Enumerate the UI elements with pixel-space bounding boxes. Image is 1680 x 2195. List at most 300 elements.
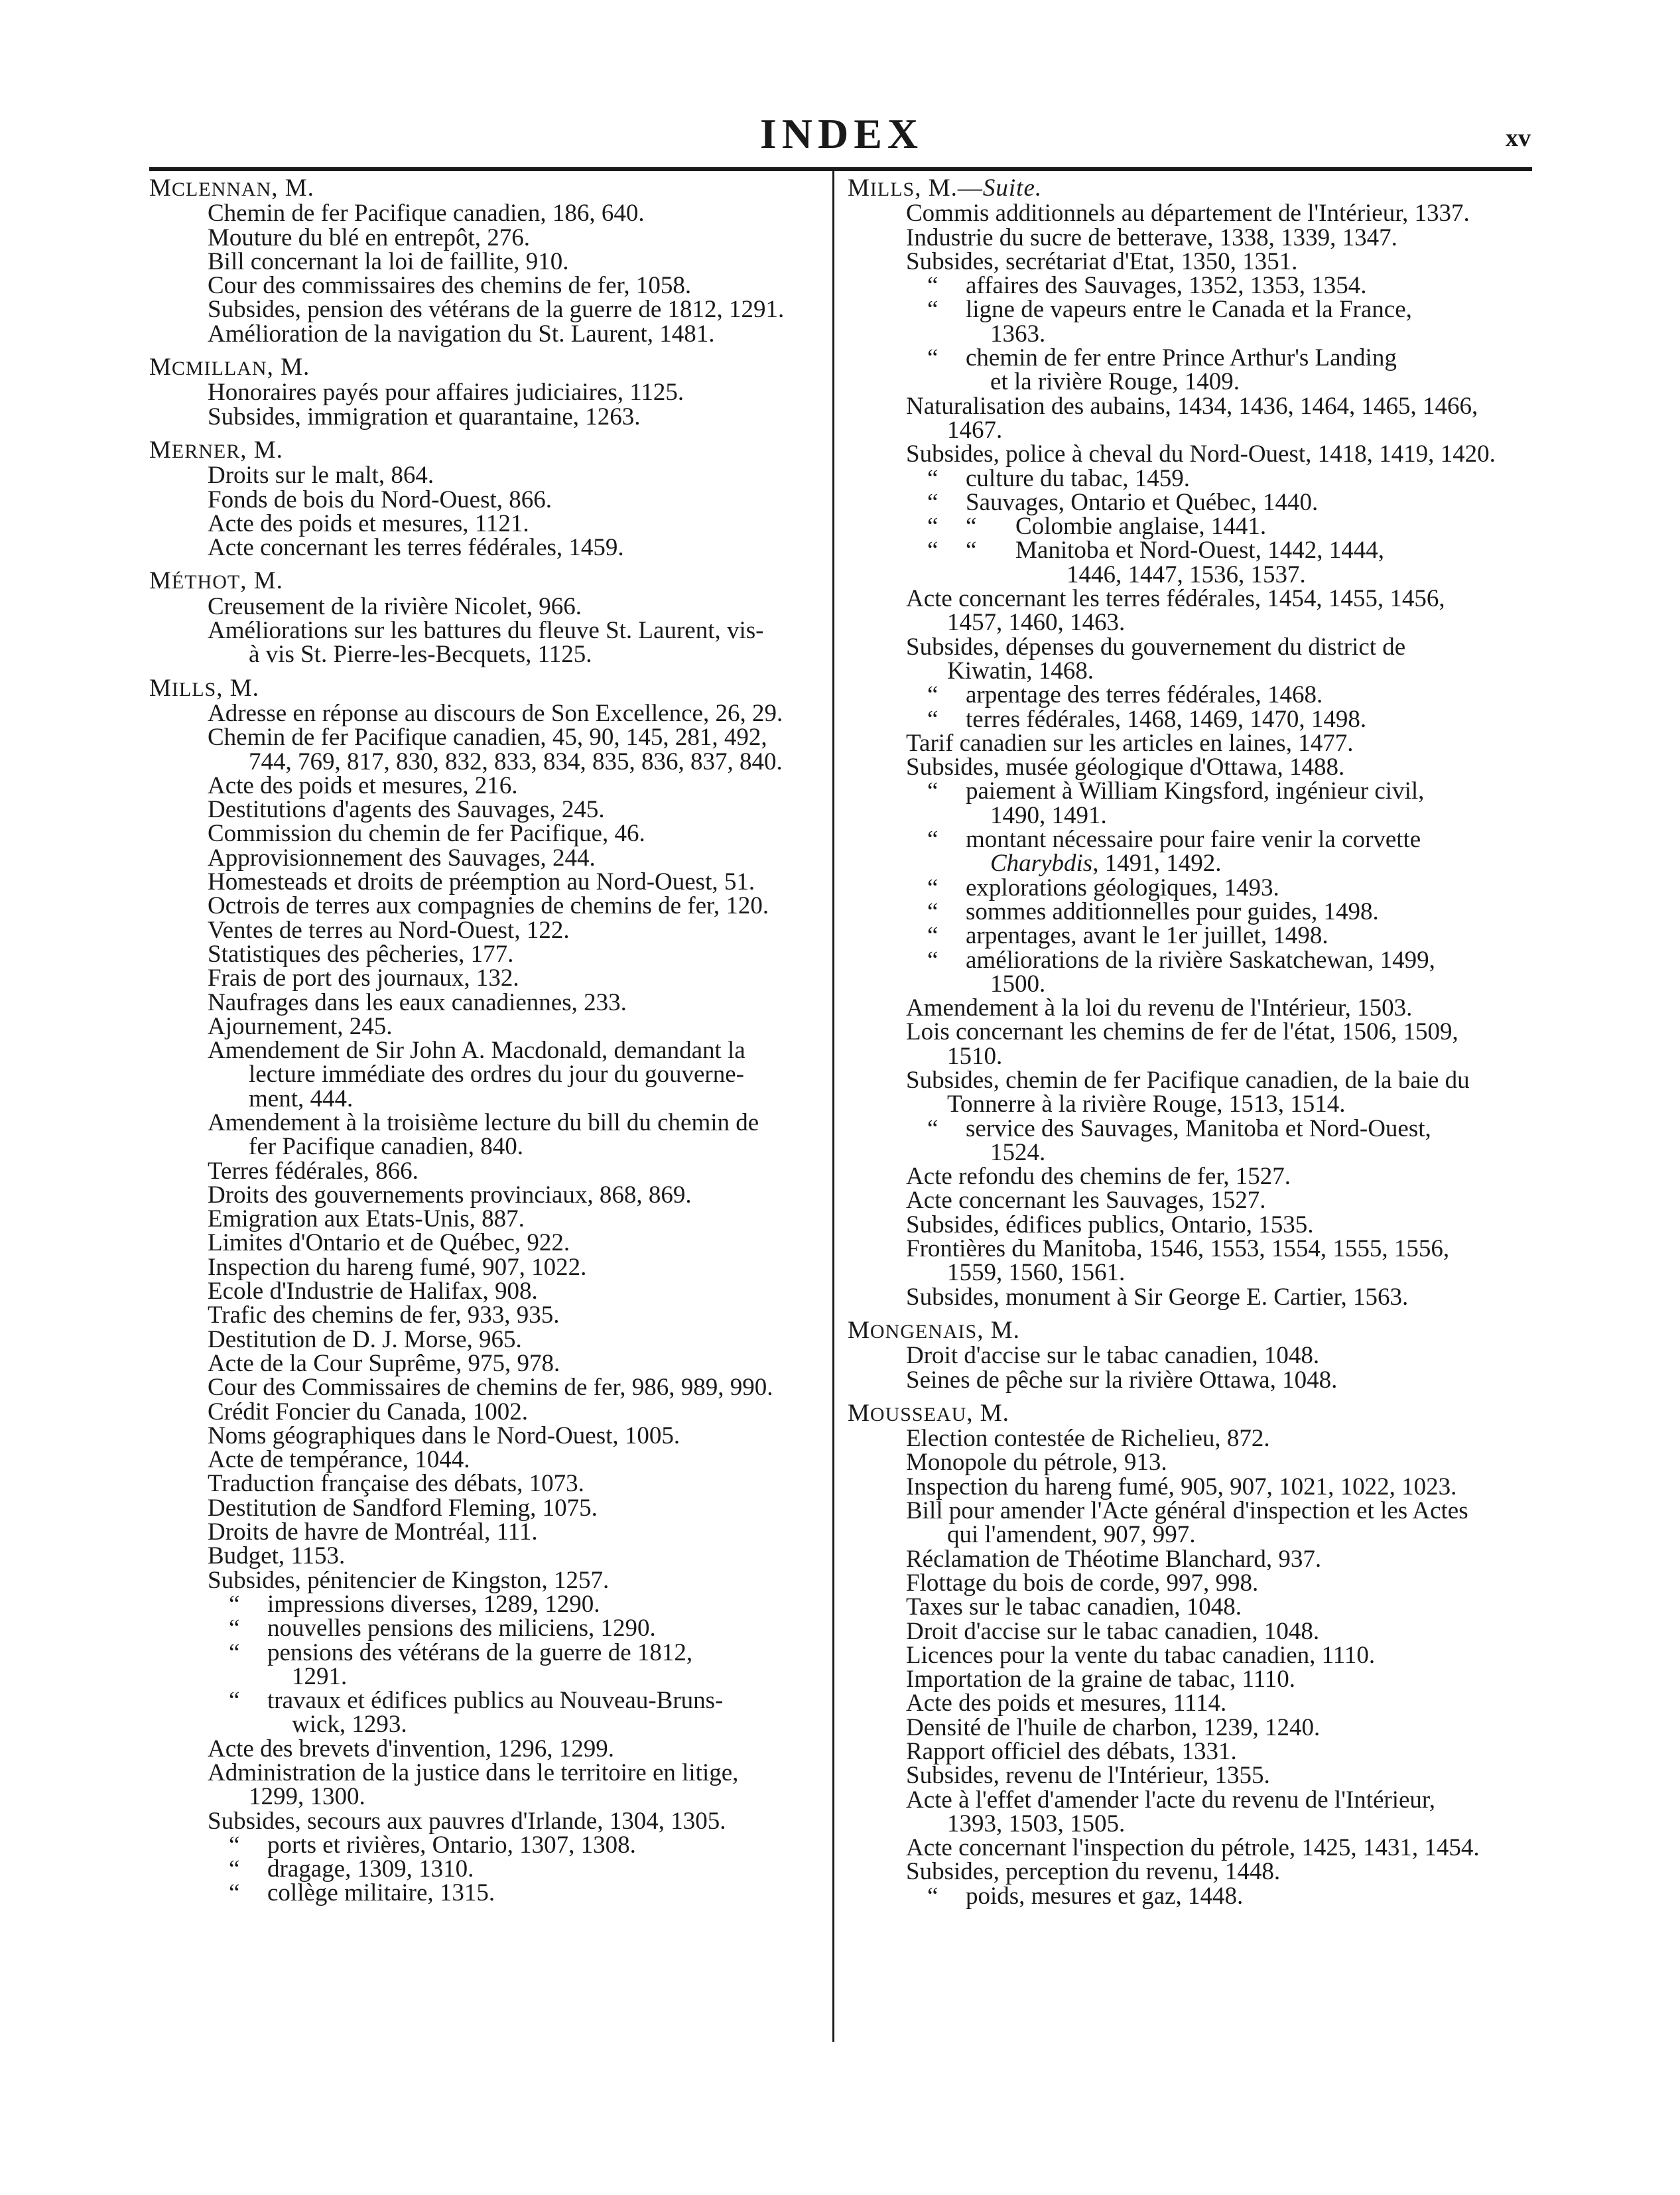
- entry-line: [149, 1157, 819, 1185]
- entry-line-text: 1490, 1491.: [990, 801, 1107, 829]
- entry-line-text: Sauvages, Ontario et Québec, 1440.: [966, 488, 1319, 516]
- entry-name-rest: ILLS: [870, 178, 915, 200]
- entry-line: [848, 1114, 1532, 1142]
- entry-line: [149, 1325, 819, 1353]
- entry-line-text: Subsides, édifices publics, Ontario, 1535.: [906, 1211, 1314, 1238]
- entry-line: [149, 916, 819, 944]
- entry-suite: Suite.: [982, 174, 1043, 202]
- entry-line: [848, 1261, 1532, 1285]
- entry-line-text: Commis additionnels au département de l'Intérieur, 1337.: [906, 200, 1470, 228]
- entry-name-suffix: , M.: [240, 567, 283, 595]
- entry-line: [149, 870, 819, 894]
- page-title: INDEX: [759, 110, 924, 157]
- ditto-mark: “: [229, 1638, 240, 1666]
- entry-line-text: Acte des poids et mesures, 216.: [208, 771, 518, 799]
- entry-line: [149, 1638, 819, 1666]
- entry-heading: [149, 674, 819, 702]
- entry-line: [848, 1595, 1532, 1619]
- entry-line: [149, 1087, 819, 1111]
- entry-line-text: poids, mesures et gaz, 1448.: [966, 1882, 1244, 1910]
- entry-line: [149, 1424, 819, 1448]
- entry-line-text: Noms géographiques dans le Nord-Ouest, 1005.: [208, 1422, 680, 1449]
- index-entry: [149, 356, 819, 429]
- entry-line: [848, 1368, 1532, 1392]
- entry-line-text: wick, 1293.: [292, 1711, 407, 1739]
- entry-line-text: paiement à William Kingsford, ingénieur civil,: [966, 777, 1425, 805]
- entry-line-text: 1524.: [990, 1138, 1046, 1166]
- entry-line-text: dragage, 1309, 1310.: [267, 1855, 474, 1883]
- entry-heading: [848, 176, 1532, 202]
- entry-line-text: Approvisionnement des Sauvages, 244.: [208, 844, 596, 872]
- ditto-mark: “: [229, 1687, 240, 1715]
- entry-line-text: 1467.: [947, 416, 1003, 444]
- entry-line: [848, 659, 1532, 683]
- entry-line-text: Industrie du sucre de betterave, 1338, 1339, 1347.: [906, 224, 1397, 251]
- entry-line: [848, 488, 1532, 516]
- entry-line: [149, 509, 819, 537]
- entry-line-text: Statistiques des pêcheries, 177.: [208, 940, 514, 968]
- entry-line-text: montant nécessaire pour faire venir la corvette: [966, 826, 1421, 854]
- entry-line: [149, 1833, 819, 1857]
- entry-line-text: arpentages, avant le 1er juillet, 1498.: [966, 922, 1328, 950]
- ditto-mark: “: [229, 1879, 240, 1907]
- entry-line: [848, 587, 1532, 611]
- entry-line: [149, 1448, 819, 1472]
- entry-name-suffix: , M.: [977, 1316, 1020, 1344]
- entry-line: [149, 726, 819, 750]
- entry-name-suffix: , M.: [267, 354, 310, 381]
- index-entry: [848, 1316, 1532, 1394]
- index-entry: [848, 176, 1532, 1309]
- entry-line-text: Subsides, musée géologique d'Ottawa, 1488.: [906, 754, 1345, 781]
- entry-name-suffix: , M.: [216, 674, 259, 702]
- entry-line-text: Subsides, chemin de fer Pacifique canadien, de la baie du: [906, 1066, 1470, 1094]
- entry-line-text: 744, 769, 817, 830, 832, 833, 834, 835, 836, 837, 840.: [249, 748, 783, 775]
- entry-line-text: Administration de la justice dans le territoire en litige,: [208, 1759, 739, 1786]
- ditto-mark: “: [966, 537, 977, 565]
- entry-line: [848, 1641, 1532, 1669]
- entry-line-text: Acte de la Cour Suprême, 975, 978.: [208, 1349, 560, 1377]
- entry-line-text: Tonnerre à la rivière Rouge, 1513, 1514.: [947, 1091, 1346, 1118]
- entry-line-text: Droits sur le malt, 864.: [208, 462, 434, 490]
- entry-line: [848, 828, 1532, 852]
- entry-line-text: chemin de fer entre Prince Arthur's Landing: [966, 344, 1397, 372]
- entry-line: [848, 1283, 1532, 1311]
- index-entry: [149, 569, 819, 667]
- entry-line-text: Commission du chemin de fer Pacifique, 46.: [208, 820, 645, 848]
- entry-line: [848, 1788, 1532, 1812]
- entry-line: [848, 322, 1532, 346]
- entry-line: [149, 1494, 819, 1522]
- entry-line-text: culture du tabac, 1459.: [966, 464, 1191, 492]
- entry-line: [848, 1713, 1532, 1741]
- entry-line-text: Kiwatin, 1468.: [947, 657, 1094, 685]
- index-entry: [149, 674, 819, 1907]
- left-column: [149, 176, 819, 1915]
- entry-line: [149, 202, 819, 226]
- entry-line: [149, 1108, 819, 1136]
- ditto-mark: “: [229, 1615, 240, 1642]
- entry-line-text: Droit d'accise sur le tabac canadien, 1048.: [906, 1342, 1320, 1370]
- entry-line-text: nouvelles pensions des miliciens, 1290.: [267, 1615, 656, 1642]
- entry-line-text: Cour des commissaires des chemins de fer, 1058.: [208, 272, 692, 300]
- entry-line: [848, 1764, 1532, 1788]
- entry-line: [848, 611, 1532, 635]
- index-entry: [149, 438, 819, 560]
- entry-heading: [149, 356, 819, 381]
- ditto-mark: “: [966, 513, 977, 541]
- entry-line: [149, 1713, 819, 1737]
- entry-line: [149, 894, 819, 918]
- entry-line-text: 1457, 1460, 1463.: [947, 609, 1126, 637]
- entry-line: [848, 1740, 1532, 1764]
- entry-line-text: Seines de pêche sur la rivière Ottawa, 1048.: [906, 1366, 1338, 1394]
- ditto-mark: “: [927, 826, 938, 854]
- entry-line-text: Naufrages dans les eaux canadiennes, 233.: [208, 988, 627, 1016]
- entry-line: [149, 247, 819, 275]
- entry-line-text: Ecole d'Industrie de Halifax, 908.: [208, 1278, 538, 1305]
- entry-line: [848, 1451, 1532, 1475]
- entry-line: [848, 274, 1532, 298]
- entry-line-text: Limites d'Ontario et de Québec, 922.: [208, 1229, 570, 1257]
- entry-line: [149, 1785, 819, 1809]
- entry-line: [149, 966, 819, 990]
- entry-line: [848, 635, 1532, 659]
- entry-line: [848, 900, 1532, 924]
- entry-line: [848, 876, 1532, 900]
- entry-line-text: Subsides, dépenses du gouvernement du district de: [906, 633, 1406, 661]
- entry-line-text: Budget, 1153.: [208, 1542, 346, 1570]
- entry-line: [848, 1066, 1532, 1094]
- entry-line-text: améliorations de la rivière Saskatchewan, 1499,: [966, 946, 1435, 974]
- entry-line: [149, 846, 819, 870]
- entry-line: [848, 1093, 1532, 1116]
- entry-line: [848, 946, 1532, 974]
- entry-line: [149, 1881, 819, 1905]
- entry-line: [848, 1042, 1532, 1070]
- entry-line: [848, 464, 1532, 492]
- entry-line: [848, 1812, 1532, 1836]
- entry-line: [149, 298, 819, 322]
- entry-name-initial: M: [848, 1399, 870, 1427]
- ditto-mark: “: [927, 272, 938, 300]
- entry-line: [848, 1860, 1532, 1884]
- entry-line-text: Acte refondu des chemins de fer, 1527.: [906, 1163, 1291, 1191]
- entry-line: [848, 515, 1532, 539]
- page-number: xv: [1506, 124, 1531, 152]
- entry-line-text: 1559, 1560, 1561.: [947, 1259, 1126, 1287]
- ditto-mark: “: [927, 946, 938, 974]
- entry-line: [848, 1475, 1532, 1499]
- entry-line: [848, 1165, 1532, 1189]
- entry-line: [149, 1349, 819, 1377]
- entry-line: [149, 822, 819, 846]
- entry-line-text: Subsides, pension des vétérans de la guerre de 1812, 1291.: [208, 296, 785, 324]
- entry-line-text: Creusement de la rivière Nicolet, 966.: [208, 592, 582, 620]
- entry-line: [848, 756, 1532, 779]
- entry-line: [848, 370, 1532, 394]
- entry-line-text: Acte à l'effet d'amender l'acte du revenu de l'Intérieur,: [906, 1786, 1436, 1814]
- index-entry: [848, 1399, 1532, 1910]
- entry-line-text: Taxes sur le tabac canadien, 1048.: [906, 1593, 1242, 1621]
- entry-line: [149, 1544, 819, 1568]
- entry-line-text: pensions des vétérans de la guerre de 1812,: [267, 1638, 693, 1666]
- entry-line-text: Destitutions d'agents des Sauvages, 245.: [208, 796, 605, 824]
- entry-line: [848, 202, 1532, 226]
- entry-line-text: Réclamation de Théotime Blanchard, 937.: [906, 1545, 1322, 1573]
- entry-line: [149, 1472, 819, 1496]
- entry-line-text: Trafic des chemins de fer, 933, 935.: [208, 1301, 560, 1329]
- entry-line-text: arpentage des terres fédérales, 1468.: [966, 681, 1323, 709]
- entry-line: [149, 1376, 819, 1400]
- entry-line: [848, 779, 1532, 803]
- entry-line: [848, 1668, 1532, 1692]
- entry-line-text: Acte concernant l'inspection du pétrole, 1425, 1431, 1454.: [906, 1834, 1480, 1862]
- entry-line: [848, 416, 1532, 444]
- right-column: [848, 176, 1532, 1918]
- entry-line: [848, 1237, 1532, 1261]
- entry-line-text: Frais de port des journaux, 132.: [208, 964, 519, 992]
- entry-line: [149, 1063, 819, 1087]
- ditto-mark: “: [927, 296, 938, 324]
- ditto-mark: “: [927, 537, 938, 565]
- entry-line: [149, 1280, 819, 1303]
- ditto-mark: “: [927, 344, 938, 372]
- entry-line-text: collège militaire, 1315.: [267, 1879, 495, 1907]
- entry-line-text: Acte des poids et mesures, 1121.: [208, 509, 529, 537]
- ditto-mark: “: [927, 513, 938, 541]
- entry-line-text: Fonds de bois du Nord-Ouest, 866.: [208, 486, 552, 513]
- entry-name-suffix: , M.: [966, 1399, 1009, 1427]
- entry-line: [149, 488, 819, 512]
- entry-line-text: lecture immédiate des ordres du jour du gouverne-: [249, 1061, 744, 1089]
- entry-line-text: Bill concernant la loi de faillite, 910.: [208, 247, 569, 275]
- entry-name-initial: M: [848, 1316, 870, 1344]
- entry-line: [848, 852, 1532, 876]
- entry-line-text: Droits des gouvernements provinciaux, 868, 869.: [208, 1181, 692, 1209]
- entry-line: [848, 705, 1532, 733]
- ditto-mark: “: [229, 1831, 240, 1859]
- entry-line: [848, 1499, 1532, 1523]
- entry-line-text: Acte des brevets d'invention, 1296, 1299.: [208, 1735, 614, 1763]
- entry-line-text: impressions diverses, 1289, 1290.: [267, 1590, 600, 1618]
- entry-line: [149, 381, 819, 405]
- entry-name-rest: OUSSEAU: [870, 1403, 967, 1426]
- entry-line-text: Subsides, secours aux pauvres d'Irlande, 1304, 1305.: [208, 1807, 726, 1835]
- entry-line: [149, 1135, 819, 1159]
- entry-line: [149, 1231, 819, 1255]
- entry-line: [149, 1566, 819, 1594]
- entry-line: [848, 924, 1532, 948]
- entry-name-rest: CLENNAN: [171, 178, 272, 200]
- ditto-mark: “: [927, 1882, 938, 1910]
- entry-line: [149, 1761, 819, 1785]
- entry-line-text: 1500.: [990, 970, 1046, 998]
- entry-line-text: Droits de havre de Montréal, 111.: [208, 1518, 538, 1546]
- entry-line-text: Bill pour amender l'Acte général d'inspection et les Actes: [906, 1497, 1468, 1525]
- entry-line-text: Acte concernant les terres fédérales, 1459.: [208, 534, 624, 562]
- entry-line: [848, 392, 1532, 420]
- entry-line-text: Droit d'accise sur le tabac canadien, 1048.: [906, 1617, 1320, 1645]
- entry-line: [149, 1253, 819, 1281]
- entry-line: [848, 1545, 1532, 1573]
- entry-line-text: à vis St. Pierre-les-Becquets, 1125.: [249, 641, 592, 669]
- ditto-mark: “: [927, 777, 938, 805]
- entry-line-text: ligne de vapeurs entre le Canada et la France,: [966, 296, 1412, 324]
- entry-line-text: Monopole du pétrole, 913.: [906, 1449, 1167, 1477]
- entry-line-text: et la rivière Rouge, 1409.: [990, 368, 1240, 396]
- entry-line: [848, 298, 1532, 322]
- entry-line-text: Subsides, secrétariat d'Etat, 1350, 1351.: [906, 247, 1298, 275]
- entry-line-text: Charybdis, 1491, 1492.: [990, 850, 1222, 878]
- entry-line-text: Destitution de Sandford Fleming, 1075.: [208, 1494, 598, 1522]
- entry-line: [149, 699, 819, 727]
- entry-line-text: Manitoba et Nord-Ouest, 1442, 1444,: [1015, 537, 1384, 565]
- entry-line: [149, 1400, 819, 1424]
- entry-line: [149, 1590, 819, 1618]
- entry-line-text: Traduction française des débats, 1073.: [208, 1470, 584, 1498]
- entry-line: [848, 226, 1532, 250]
- entry-name-suffix: , M.—: [915, 174, 983, 202]
- entry-line-text: Ajournement, 245.: [208, 1012, 393, 1040]
- entry-line: [848, 563, 1532, 587]
- entry-line: [848, 1213, 1532, 1237]
- entry-line-text: Adresse en réponse au discours de Son Excellence, 26, 29.: [208, 699, 783, 727]
- index-entry: [149, 176, 819, 346]
- entry-name-rest: ERNER: [171, 440, 241, 462]
- entry-name-initial: M: [149, 354, 172, 381]
- entry-line-text: affaires des Sauvages, 1352, 1353, 1354.: [966, 272, 1367, 300]
- entry-line-text: Acte concernant les Sauvages, 1527.: [906, 1187, 1266, 1215]
- entry-line-text: Homesteads et droits de préemption au Nord-Ouest, 51.: [208, 868, 755, 896]
- entry-line-text: Terres fédérales, 866.: [208, 1157, 419, 1185]
- entry-name-rest: CMILLAN: [171, 358, 267, 380]
- entry-line: [149, 1039, 819, 1063]
- entry-line: [149, 940, 819, 968]
- entry-line: [149, 536, 819, 560]
- entry-line-text: Subsides, immigration et quarantaine, 1263.: [208, 403, 641, 431]
- header-rule: [149, 167, 1532, 171]
- entry-line-text: Subsides, monument à Sir George E. Cartier, 1563.: [906, 1283, 1409, 1311]
- entry-line-text: Mouture du blé en entrepôt, 276.: [208, 224, 531, 251]
- entry-line-text: ment, 444.: [249, 1085, 354, 1112]
- entry-line-text: Emigration aux Etats-Unis, 887.: [208, 1205, 525, 1233]
- entry-name-initial: M: [149, 174, 172, 202]
- entry-heading: [149, 176, 819, 202]
- entry-line-text: Rapport officiel des débats, 1331.: [906, 1738, 1237, 1765]
- ditto-mark: “: [927, 681, 938, 709]
- entry-line-text: Acte de tempérance, 1044.: [208, 1446, 470, 1474]
- entry-line-text: Subsides, perception du revenu, 1448.: [906, 1858, 1281, 1886]
- entry-line: [848, 996, 1532, 1020]
- entry-line: [848, 1427, 1532, 1451]
- entry-line-text: Améliorations sur les battures du fleuve St. Laurent, vis-: [208, 617, 764, 645]
- entry-line-text: Subsides, police à cheval du Nord-Ouest, 1418, 1419, 1420.: [906, 440, 1496, 468]
- entry-line: [149, 750, 819, 774]
- entry-line-text: Cour des Commissaires de chemins de fer, 986, 989, 990.: [208, 1374, 773, 1402]
- entry-line: [848, 1882, 1532, 1910]
- entry-line-text: Licences pour la vente du tabac canadien, 1110.: [906, 1641, 1376, 1669]
- entry-line-text: Crédit Foncier du Canada, 1002.: [208, 1398, 528, 1426]
- entry-line: [149, 1183, 819, 1207]
- entry-line: [848, 1571, 1532, 1595]
- entry-line-text: explorations géologiques, 1493.: [966, 874, 1279, 901]
- ditto-mark: “: [927, 488, 938, 516]
- ditto-mark: “: [927, 922, 938, 950]
- entry-line-text: Inspection du hareng fumé, 905, 907, 1021, 1022, 1023.: [906, 1473, 1457, 1500]
- entry-line-text: Frontières du Manitoba, 1546, 1553, 1554, 1555, 1556,: [906, 1235, 1450, 1263]
- entry-line: [149, 274, 819, 298]
- entry-line: [149, 1617, 819, 1640]
- entry-heading: [848, 1399, 1532, 1427]
- entry-line-text: Colombie anglaise, 1441.: [1015, 513, 1267, 541]
- entry-line: [848, 442, 1532, 466]
- entry-line-text: 1291.: [292, 1662, 348, 1690]
- entry-line-text: Amélioration de la navigation du St. Laurent, 1481.: [208, 320, 715, 348]
- entry-line: [149, 1807, 819, 1835]
- ditto-mark: “: [927, 464, 938, 492]
- entry-line-text: Acte concernant les terres fédérales, 1454, 1455, 1456,: [906, 585, 1445, 613]
- entry-line-text: 1299, 1300.: [249, 1783, 365, 1811]
- ditto-mark: “: [927, 898, 938, 925]
- entry-line-text: Destitution de D. J. Morse, 965.: [208, 1325, 522, 1353]
- entry-line: [149, 1737, 819, 1761]
- entry-name-rest: ILLS: [171, 678, 217, 700]
- entry-line-text: ports et rivières, Ontario, 1307, 1308.: [267, 1831, 636, 1859]
- entry-line-text: 1446, 1447, 1536, 1537.: [1066, 561, 1306, 588]
- entry-line: [848, 539, 1532, 563]
- entry-name-initial: M: [149, 436, 172, 464]
- entry-name-initial: M: [149, 674, 172, 702]
- ditto-mark: “: [927, 705, 938, 733]
- entry-line: [848, 1138, 1532, 1166]
- entry-line: [149, 643, 819, 667]
- column-divider: [832, 171, 834, 2042]
- entry-line-text: Ventes de terres au Nord-Ouest, 122.: [208, 916, 570, 944]
- ditto-mark: “: [229, 1590, 240, 1618]
- entry-line-text: 1363.: [990, 320, 1046, 348]
- entry-line-text: Inspection du hareng fumé, 907, 1022.: [208, 1253, 587, 1281]
- entry-line-text: Densité de l'huile de charbon, 1239, 1240.: [906, 1713, 1321, 1741]
- entry-line-text: Chemin de fer Pacifique canadien, 45, 90, 145, 281, 492,: [208, 724, 767, 752]
- entry-line-text: Lois concernant les chemins de fer de l'état, 1506, 1509,: [906, 1018, 1458, 1046]
- entry-line-text: Octrois de terres aux compagnies de chemins de fer, 120.: [208, 892, 769, 920]
- entry-name-initial: M: [848, 174, 870, 202]
- entry-heading: [848, 1316, 1532, 1344]
- entry-line: [149, 464, 819, 488]
- entry-name-suffix: , M.: [271, 174, 314, 202]
- entry-line: [848, 1523, 1532, 1547]
- entry-line: [149, 1857, 819, 1881]
- entry-line-text: 1393, 1503, 1505.: [947, 1810, 1126, 1837]
- entry-line-text: Amendement de Sir John A. Macdonald, demandant la: [208, 1037, 745, 1065]
- entry-line: [848, 972, 1532, 996]
- entry-line: [848, 1189, 1532, 1213]
- entry-line-text: Subsides, revenu de l'Intérieur, 1355.: [906, 1762, 1270, 1790]
- entry-line-text: Naturalisation des aubains, 1434, 1436, 1464, 1465, 1466,: [906, 392, 1478, 420]
- ditto-mark: “: [229, 1855, 240, 1883]
- entry-line: [848, 1836, 1532, 1860]
- entry-line: [848, 346, 1532, 370]
- ditto-mark: “: [927, 1114, 938, 1142]
- entry-heading: [149, 438, 819, 464]
- entry-line: [848, 247, 1532, 275]
- entry-line-text: Amendement à la troisième lecture du bill du chemin de: [208, 1108, 759, 1136]
- entry-name-initial: M: [149, 567, 172, 595]
- entry-line-text: terres fédérales, 1468, 1469, 1470, 1498.: [966, 705, 1367, 733]
- entry-line: [149, 798, 819, 822]
- entry-line-text: Honoraires payés pour affaires judiciaires, 1125.: [208, 379, 684, 407]
